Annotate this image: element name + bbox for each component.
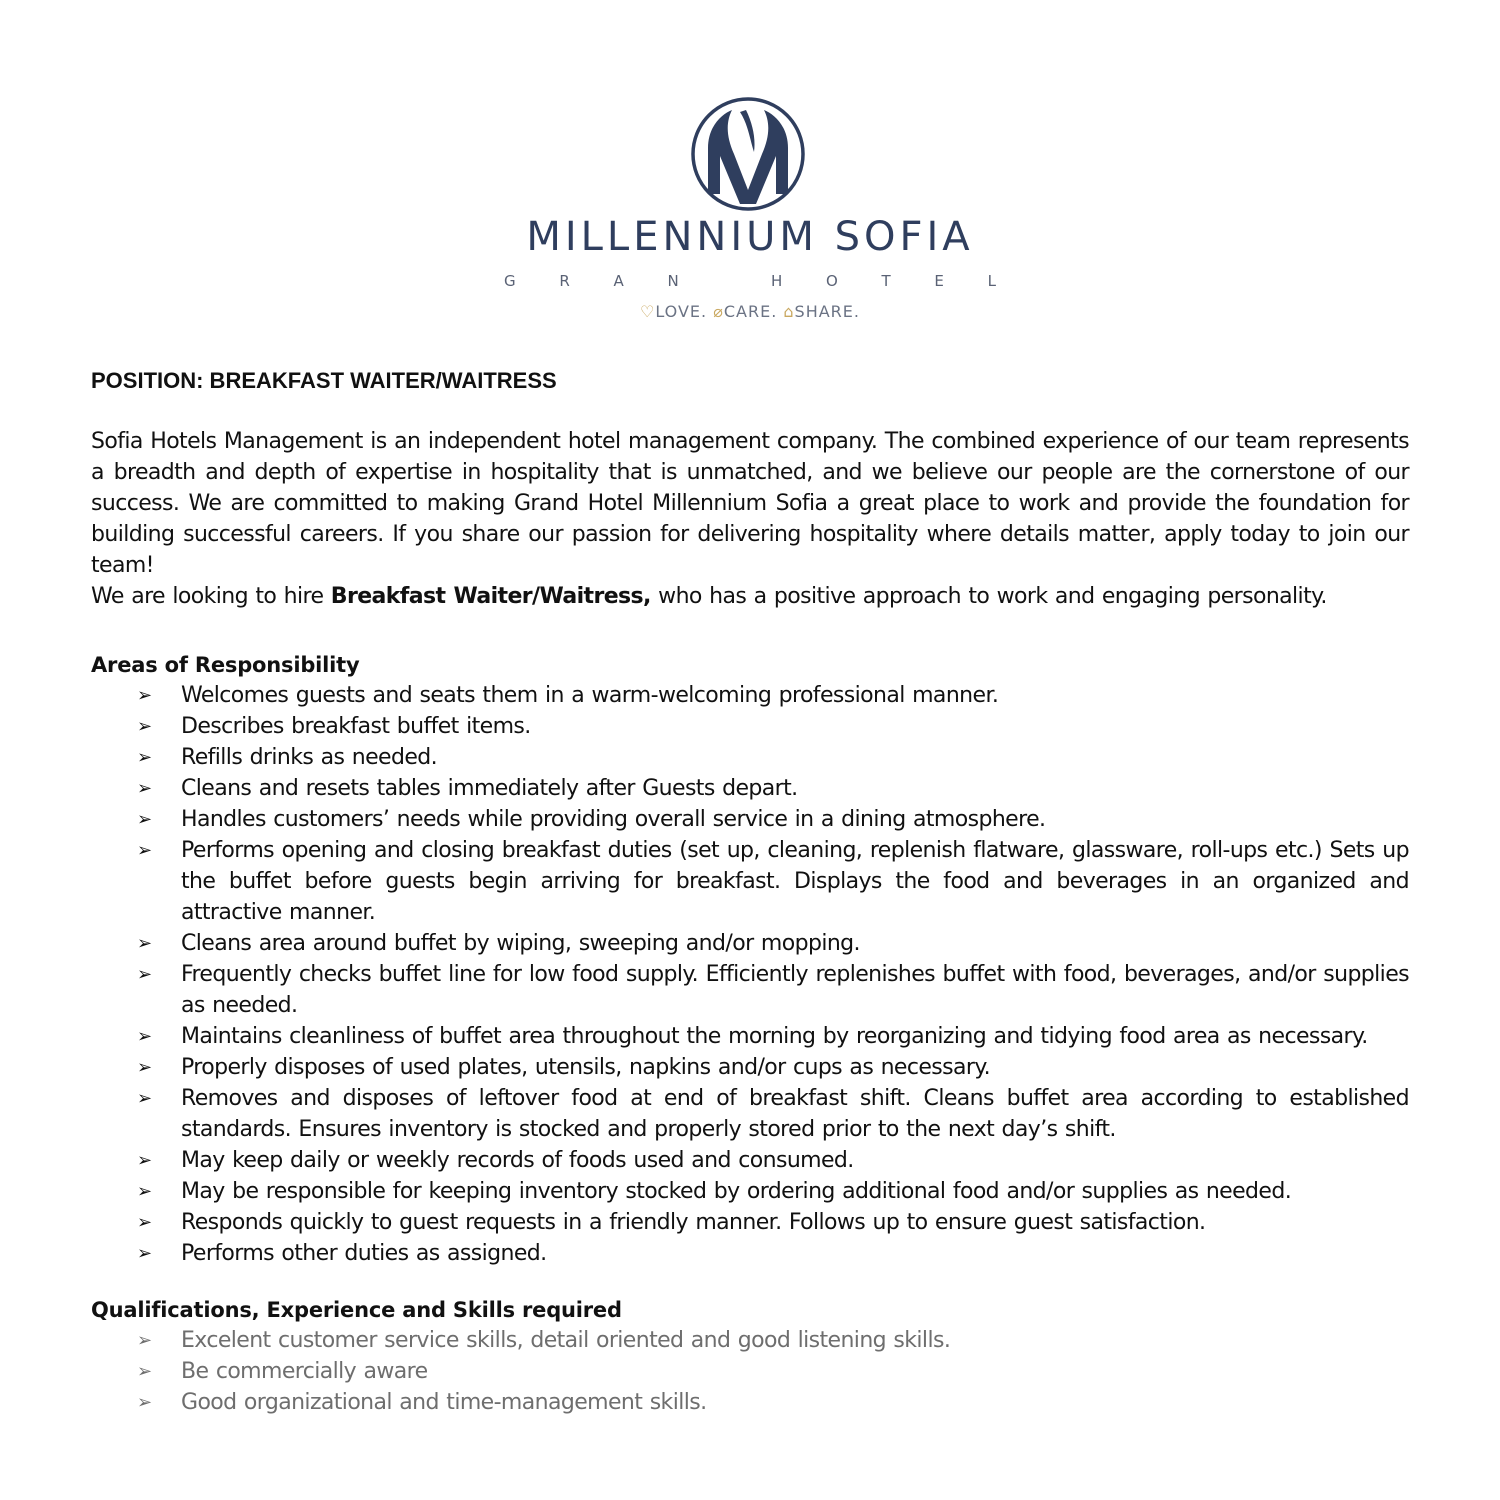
list-item [137, 1021, 1409, 1052]
hire-prefix: We are looking to hire [91, 584, 331, 609]
list-item-text: May keep daily or weekly records of foods used and consumed. [181, 1148, 854, 1173]
list-item [137, 1238, 1409, 1269]
intro-section [91, 426, 1409, 612]
list-item [137, 773, 1409, 804]
arrowhead-bullet-icon: ➢ [137, 1088, 152, 1109]
leaf-icon: ⌀ [713, 302, 724, 321]
arrowhead-bullet-icon: ➢ [137, 1243, 152, 1264]
arrowhead-bullet-icon: ➢ [137, 685, 152, 706]
areas-heading: Areas of Responsibility [91, 653, 360, 677]
list-item [137, 804, 1409, 835]
logo-letter-gap [722, 272, 727, 290]
list-item-text: Be commercially aware [181, 1359, 428, 1384]
list-item [137, 1325, 1409, 1356]
arrowhead-bullet-icon: ➢ [137, 964, 152, 985]
tagline-care: CARE. [723, 302, 778, 321]
list-item [137, 1387, 1409, 1418]
hire-suffix: who has a positive approach to work and engaging personality. [650, 584, 1327, 609]
logo-hotel-name: MILLENNIUM SOFIA [526, 214, 974, 260]
qualifications-list [91, 1325, 1409, 1418]
arrowhead-bullet-icon: ➢ [137, 1392, 152, 1413]
list-item-text: Responds quickly to guest requests in a friendly manner. Follows up to ensure guest satisfaction. [181, 1210, 1206, 1235]
logo-letter: G [504, 272, 516, 290]
arrowhead-bullet-icon: ➢ [137, 1026, 152, 1047]
list-item [137, 711, 1409, 742]
logo-letter: R [559, 272, 570, 290]
list-item-text: Cleans area around buffet by wiping, sweeping and/or mopping. [181, 931, 860, 956]
hire-paragraph [91, 581, 1409, 612]
logo-letter: O [825, 272, 838, 290]
list-item [137, 1207, 1409, 1238]
list-item-text: Maintains cleanliness of buffet area throughout the morning by reorganizing and tidying food area as necessary. [181, 1024, 1368, 1049]
tagline-love: LOVE. [655, 302, 708, 321]
list-item-text: Excelent customer service skills, detail oriented and good listening skills. [181, 1328, 951, 1353]
arrowhead-bullet-icon: ➢ [137, 1150, 152, 1171]
logo-letter: H [770, 272, 783, 290]
arrowhead-bullet-icon: ➢ [137, 840, 152, 861]
list-item-text: Handles customers’ needs while providing overall service in a dining atmosphere. [181, 807, 1046, 832]
intro-paragraph: Sofia Hotels Management is an independent hotel management company. The combined experience of our team represents a breadth and depth of expertise in hospitality that is unmatched, and we believe our people are the cornerstone of our success. We are committed to making Grand Hotel Millennium Sofia a great place to work and provide the foundation for building successful careers. If you share our passion for delivering hospitality where details matter, apply today to join our team! [91, 429, 1409, 578]
logo-letter: A [613, 272, 624, 290]
list-item-text: Good organizational and time-management skills. [181, 1390, 707, 1415]
arrowhead-bullet-icon: ➢ [137, 1212, 152, 1233]
list-item-text: Describes breakfast buffet items. [181, 714, 531, 739]
millennium-m-emblem-icon [686, 96, 810, 220]
qualifications-heading: Qualifications, Experience and Skills required [91, 1298, 622, 1322]
list-item-text: Performs other duties as assigned. [181, 1241, 547, 1266]
arrowhead-bullet-icon: ➢ [137, 1181, 152, 1202]
list-item-text: Removes and disposes of leftover food at end of breakfast shift. Cleans buffet area according to established standards. Ensures inventory is stocked and properly stored prior to the next day’s shift. [181, 1086, 1409, 1142]
logo-tagline [490, 302, 1010, 321]
arrowhead-bullet-icon: ➢ [137, 933, 152, 954]
list-item-text: Performs opening and closing breakfast duties (set up, cleaning, replenish flatware, glassware, roll-ups etc.) Sets up the buffet before guests begin arriving for breakfast. Displays the food and beverages in an organized and attractive manner. [181, 838, 1409, 925]
hire-role: Breakfast Waiter/Waitress, [330, 584, 651, 609]
arrowhead-bullet-icon: ➢ [137, 1330, 152, 1351]
list-item [137, 928, 1409, 959]
list-item [137, 1145, 1409, 1176]
logo-letter: E [934, 272, 944, 290]
list-item-text: Refills drinks as needed. [181, 745, 438, 770]
arrowhead-bullet-icon: ➢ [137, 747, 152, 768]
house-icon: ⌂ [783, 302, 795, 321]
list-item [137, 1083, 1409, 1145]
logo-letter: L [987, 272, 996, 290]
list-item [137, 1052, 1409, 1083]
list-item-text: Cleans and resets tables immediately after Guests depart. [181, 776, 798, 801]
list-item-text: Properly disposes of used plates, utensils, napkins and/or cups as necessary. [181, 1055, 991, 1080]
logo-letter: N [667, 272, 679, 290]
logo-letter: T [881, 272, 891, 290]
heart-icon: ♡ [639, 302, 656, 321]
arrowhead-bullet-icon: ➢ [137, 809, 152, 830]
list-item [137, 1176, 1409, 1207]
position-title: POSITION: BREAKFAST WAITER/WAITRESS [91, 368, 557, 393]
arrowhead-bullet-icon: ➢ [137, 778, 152, 799]
hotel-logo [490, 96, 1010, 332]
list-item [137, 1356, 1409, 1387]
list-item [137, 742, 1409, 773]
list-item-text: Frequently checks buffet line for low food supply. Efficiently replenishes buffet with food, beverages, and/or supplies as needed. [181, 962, 1409, 1018]
tagline-share: SHARE. [794, 302, 860, 321]
job-description [91, 366, 1409, 1418]
list-item [137, 835, 1409, 928]
list-item-text: Welcomes guests and seats them in a warm-welcoming professional manner. [181, 683, 999, 708]
responsibilities-list [91, 680, 1409, 1269]
list-item-text: May be responsible for keeping inventory stocked by ordering additional food and/or supplies as needed. [181, 1179, 1292, 1204]
arrowhead-bullet-icon: ➢ [137, 716, 152, 737]
list-item [137, 959, 1409, 1021]
arrowhead-bullet-icon: ➢ [137, 1361, 152, 1382]
logo-grand-hotel [504, 272, 996, 290]
arrowhead-bullet-icon: ➢ [137, 1057, 152, 1078]
list-item [137, 680, 1409, 711]
